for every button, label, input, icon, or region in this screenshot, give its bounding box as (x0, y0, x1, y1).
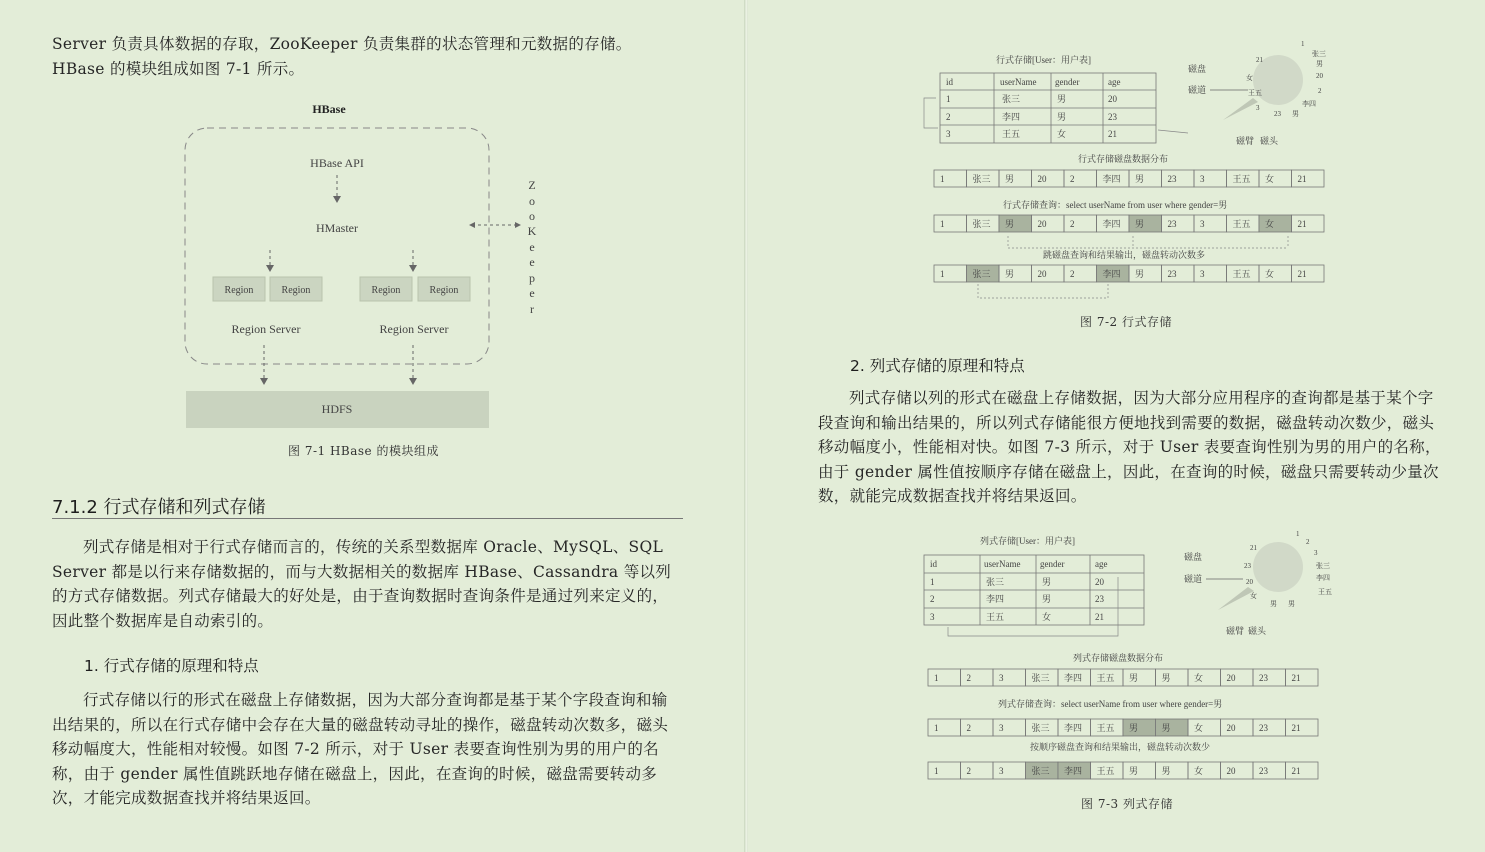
fig3-cell: 李四 (986, 594, 1005, 604)
storage-cell-text: 女 (1194, 723, 1204, 733)
storage-cell (1032, 265, 1065, 282)
storage-cell-text: 2 (966, 723, 971, 733)
storage-cell-text: 张三 (1031, 766, 1050, 776)
fig2-arm-label: 磁臂 (1236, 136, 1255, 146)
fig2-cell: 1 (946, 94, 951, 104)
storage-cell-text: 3 (1200, 269, 1205, 279)
svg-text:r: r (530, 302, 534, 316)
storage-cell-text: 21 (1297, 269, 1307, 279)
storage-cell-text: 1 (940, 174, 945, 184)
storage-cell (934, 215, 967, 232)
fig3-cell: 20 (1095, 577, 1104, 587)
fig3-disk-value: 1 (1296, 530, 1300, 538)
storage-cell (1188, 719, 1221, 736)
fig3-cell: 男 (1042, 577, 1052, 587)
fig2-cell: 2 (946, 112, 951, 122)
storage-cell-text: 2 (966, 766, 971, 776)
figure-7-2-caption: 图 7-2 行式存储 (1080, 315, 1172, 329)
storage-cell (1188, 762, 1221, 779)
storage-cell (1129, 170, 1162, 187)
storage-cell (1286, 669, 1319, 686)
subsection-2-title: 2. 列式存储的原理和特点 (850, 357, 1025, 375)
fig2-track-label: 磁道 (1188, 85, 1207, 95)
storage-cell-text: 李四 (1064, 766, 1083, 776)
storage-cell-text: 20 (1037, 269, 1047, 279)
figure-7-1-hbase-modules (170, 95, 537, 440)
fig3-disk-value: 23 (1244, 562, 1251, 570)
fig2-disk-value: 王五 (1248, 89, 1262, 97)
storage-cell-text: 张三 (972, 269, 991, 279)
fig3-query-title: 列式存储查询：select userName from user where gender=男 (998, 699, 1223, 709)
svg-text:Z: Z (528, 178, 536, 192)
storage-cell (1156, 669, 1189, 686)
fig2-query-title: 行式存储查询：select userName from user where gender=男 (1003, 200, 1228, 210)
storage-cell-text: 1 (934, 673, 939, 683)
storage-cell-text: 3 (999, 723, 1004, 733)
storage-cell (999, 215, 1032, 232)
storage-cell (999, 265, 1032, 282)
storage-cell (928, 669, 961, 686)
storage-cell-text: 张三 (972, 174, 991, 184)
fig2-head-label: 磁头 (1260, 136, 1279, 146)
storage-cell-text: 王五 (1096, 723, 1115, 733)
fig3-order-title: 按顺序磁盘查询和结果输出，磁盘转动次数少 (1030, 742, 1211, 752)
fig2-user-table (940, 73, 1156, 143)
fig2-disk-value: 李四 (1302, 100, 1316, 108)
fig1-region-server-label: Region Server (379, 322, 449, 336)
storage-cell-text: 男 (1161, 766, 1171, 776)
fig2-cell: 张三 (1002, 94, 1021, 104)
storage-cell-text: 3 (1200, 219, 1205, 229)
storage-cell-text: 23 (1259, 673, 1268, 683)
storage-cell-text: 男 (1005, 219, 1015, 229)
right-page (748, 0, 1485, 852)
storage-cell-text: 1 (940, 269, 945, 279)
storage-cell-text: 1 (934, 723, 939, 733)
storage-cell-text: 21 (1291, 723, 1301, 733)
fig3-cell: 23 (1095, 594, 1104, 604)
storage-cell (1194, 170, 1227, 187)
storage-cell-text: 1 (940, 219, 945, 229)
section-rule (52, 518, 683, 519)
fig2-disk-value: 男 (1292, 110, 1299, 118)
storage-cell-text: 23 (1167, 269, 1177, 279)
storage-cell-text: 23 (1167, 174, 1177, 184)
fig3-disk-value: 李四 (1316, 574, 1330, 582)
storage-cell-text: 20 (1037, 219, 1047, 229)
fig2-cell: 21 (1108, 129, 1117, 139)
svg-text:o: o (529, 194, 535, 208)
fig3-seq-row-result (928, 762, 1318, 779)
storage-cell (1253, 669, 1286, 686)
figure-7-1-caption: 图 7-1 HBase 的模块组成 (288, 444, 439, 458)
fig1-region-label: Region (224, 285, 254, 296)
storage-cell-text: 1 (934, 766, 939, 776)
storage-cell (1194, 215, 1227, 232)
storage-cell (1162, 170, 1195, 187)
intro-paragraph: Server 负责具体数据的存取，ZooKeeper 负责集群的状态管理和元数据的存储。HBase 的模块组成如图 7-1 所示。 (52, 35, 632, 78)
fig2-disk-value: 3 (1256, 104, 1260, 112)
storage-cell-text: 男 (1135, 219, 1145, 229)
storage-cell (993, 719, 1026, 736)
storage-cell-text: 李四 (1102, 174, 1121, 184)
storage-cell (1123, 762, 1156, 779)
storage-cell-text: 王五 (1232, 174, 1251, 184)
fig2-seq-row-result (934, 265, 1324, 282)
storage-cell-text: 20 (1226, 766, 1236, 776)
storage-cell (934, 265, 967, 282)
subsection-1-paragraph: 行式存储以行的形式在磁盘上存储数据，因为大部分查询都是基于某个字段查询和输出结果的，所以在行式存储中会存在大量的磁盘转动寻址的操作，磁盘转动次数多，磁头移动幅度大，性能相对较慢。如图 7-2 所示，对于 User 表要查询性别为男的用户的名称，由于 gender 属性值跳跃地存储在磁盘上，因此，在查询的时候，磁盘需要转动多次，才能完成数据查找并将结果返回。 (52, 691, 669, 807)
storage-cell (1129, 215, 1162, 232)
storage-cell (1292, 215, 1325, 232)
fig1-region-label: Region (371, 285, 401, 296)
fig2-cell: 20 (1108, 94, 1117, 104)
fig3-table-title: 列式存储[User：用户表] (980, 536, 1075, 546)
fig2-seq-row-query (934, 215, 1324, 232)
fig3-cell: 王五 (986, 612, 1005, 622)
storage-cell (1221, 719, 1254, 736)
figure-7-3-column-storage (918, 522, 1338, 787)
fig3-header: userName (984, 559, 1021, 569)
fig2-skip-title: 跳磁盘查询和结果输出，磁盘转动次数多 (1043, 250, 1206, 260)
storage-cell-text: 女 (1265, 219, 1275, 229)
storage-cell-text: 2 (1070, 219, 1075, 229)
fig2-disk-value: 23 (1274, 110, 1281, 118)
storage-cell (961, 719, 994, 736)
fig2-disk-value: 男 (1316, 60, 1323, 68)
storage-cell (961, 669, 994, 686)
storage-cell (1253, 762, 1286, 779)
storage-cell-text: 23 (1167, 219, 1177, 229)
storage-cell (928, 762, 961, 779)
storage-cell-text: 男 (1129, 723, 1139, 733)
storage-cell (1064, 265, 1097, 282)
fig2-disk-value: 张三 (1312, 50, 1326, 58)
fig1-region-label: Region (429, 285, 459, 296)
fig3-cell: 21 (1095, 612, 1104, 622)
storage-cell-text: 男 (1129, 766, 1139, 776)
fig3-track-label: 磁道 (1184, 574, 1203, 584)
fig1-region-server-label: Region Server (231, 322, 301, 336)
storage-cell-text: 3 (999, 766, 1004, 776)
storage-cell (1162, 215, 1195, 232)
fig2-disk-label: 磁盘 (1188, 64, 1207, 74)
fig3-disk-value: 21 (1250, 544, 1257, 552)
fig3-disk-value: 女 (1250, 592, 1257, 600)
storage-cell-text: 女 (1265, 269, 1275, 279)
storage-cell (1292, 170, 1325, 187)
storage-cell (1032, 170, 1065, 187)
svg-text:e: e (529, 240, 535, 254)
fig2-table-title: 行式存储[User：用户表] (996, 55, 1091, 65)
storage-cell (993, 669, 1026, 686)
storage-cell (1156, 762, 1189, 779)
fig2-cell: 女 (1057, 129, 1067, 139)
fig1-region-label: Region (281, 285, 311, 296)
storage-cell (1064, 215, 1097, 232)
storage-cell-text: 21 (1291, 766, 1301, 776)
storage-cell-text: 女 (1265, 174, 1275, 184)
storage-cell-text: 21 (1291, 673, 1301, 683)
storage-cell-text: 男 (1161, 673, 1171, 683)
storage-cell-text: 王五 (1096, 673, 1115, 683)
fig2-header: age (1108, 77, 1121, 87)
fig2-cell: 男 (1057, 112, 1067, 122)
section-title: 7.1.2 行式存储和列式存储 (52, 497, 266, 518)
fig2-disk-value: 21 (1256, 56, 1263, 64)
storage-cell (1221, 669, 1254, 686)
storage-cell-text: 2 (966, 673, 971, 683)
fig3-header: age (1095, 559, 1108, 569)
fig3-disk-label: 磁盘 (1184, 552, 1203, 562)
storage-cell-text: 李四 (1064, 673, 1083, 683)
fig3-disk-value: 王五 (1318, 588, 1332, 596)
fig1-master: HMaster (316, 221, 358, 235)
fig2-cell: 李四 (1002, 112, 1021, 122)
storage-cell (1188, 669, 1221, 686)
fig3-cell: 女 (1042, 612, 1052, 622)
storage-cell-text: 王五 (1096, 766, 1115, 776)
fig3-seq-row-distribution (928, 669, 1318, 686)
storage-cell-text: 张三 (972, 219, 991, 229)
storage-cell-text: 王五 (1232, 219, 1251, 229)
subsection-1-title: 1. 行式存储的原理和特点 (84, 657, 259, 675)
storage-cell-text: 王五 (1232, 269, 1251, 279)
fig3-header: gender (1040, 559, 1065, 569)
storage-cell (1292, 265, 1325, 282)
storage-cell-text: 男 (1135, 174, 1145, 184)
storage-cell-text: 张三 (1031, 723, 1050, 733)
storage-cell (1259, 265, 1292, 282)
fig3-cell: 男 (1042, 594, 1052, 604)
storage-cell-text: 女 (1194, 673, 1204, 683)
storage-cell-text: 李四 (1102, 219, 1121, 229)
storage-cell (1032, 215, 1065, 232)
fig1-title: HBase (312, 102, 346, 116)
storage-cell (1129, 265, 1162, 282)
storage-cell-text: 2 (1070, 174, 1075, 184)
fig3-seq-row-query (928, 719, 1318, 736)
subsection-2-paragraph: 列式存储以列的形式在磁盘上存储数据，因为大部分应用程序的查询都是基于某个字段查询和输出结果的，所以列式存储能很方便地找到需要的数据，磁盘转动次数少，磁头移动幅度小，性能相对快。如图 7-3 所示，对于 User 表要查询性别为男的用户的名称，由于 gender 属性值按顺序存储在磁盘上，因此，在查询的时候，磁盘只需要转动少量次数，就能完成数据查找并将结果返回。 (818, 389, 1441, 505)
fig3-distribution-title: 列式存储磁盘数据分布 (1073, 653, 1164, 663)
fig2-cell: 王五 (1002, 129, 1021, 139)
fig1-hdfs-label: HDFS (321, 402, 353, 416)
storage-cell-text: 男 (1129, 673, 1139, 683)
fig3-disk-value: 男 (1288, 600, 1295, 608)
storage-cell (934, 170, 967, 187)
fig3-cell: 2 (930, 594, 935, 604)
storage-cell-text: 男 (1161, 723, 1171, 733)
fig2-header: userName (1000, 77, 1037, 87)
storage-cell-text: 男 (1135, 269, 1145, 279)
storage-cell-text: 3 (1200, 174, 1205, 184)
fig3-cell: 3 (930, 612, 935, 622)
storage-cell-text: 21 (1297, 174, 1307, 184)
storage-cell-text: 女 (1194, 766, 1204, 776)
storage-cell-text: 男 (1005, 174, 1015, 184)
section-paragraph: 列式存储是相对于行式存储而言的，传统的关系型数据库 Oracle、MySQL、SQL Server 都是以行来存储数据的，而与大数据相关的数据库 HBase、Cassandra 等以列的方式存储数据。列式存储最大的好处是，由于查询数据时查询条件是通过列来定义的，因此整个数据库是自动索引的。 (52, 538, 672, 630)
storage-cell-text: 李四 (1064, 723, 1083, 733)
svg-text:o: o (529, 209, 535, 223)
fig2-cell: 男 (1057, 94, 1067, 104)
fig2-disk-value: 2 (1318, 87, 1322, 95)
svg-text:e: e (529, 255, 535, 269)
fig2-disk-value: 1 (1301, 40, 1305, 48)
storage-cell (1194, 265, 1227, 282)
fig2-distribution-title: 行式存储磁盘数据分布 (1078, 154, 1169, 164)
fig3-cell: 1 (930, 577, 935, 587)
storage-cell-text: 20 (1037, 174, 1047, 184)
fig3-disk-value: 20 (1246, 578, 1253, 586)
fig2-header: id (946, 77, 954, 87)
storage-cell (1286, 719, 1319, 736)
figure-7-3-caption: 图 7-3 列式存储 (1081, 797, 1173, 811)
storage-cell (1286, 762, 1319, 779)
storage-cell-text: 2 (1070, 269, 1075, 279)
fig2-disk-value: 女 (1246, 74, 1253, 82)
fig3-user-table (924, 555, 1144, 625)
storage-cell-text: 男 (1005, 269, 1015, 279)
storage-cell-text: 20 (1226, 723, 1236, 733)
storage-cell (1123, 669, 1156, 686)
fig2-disk-icon (1223, 55, 1303, 120)
figure-7-2-row-storage (918, 38, 1338, 308)
fig2-cell: 3 (946, 129, 951, 139)
fig1-api: HBase API (310, 156, 364, 170)
storage-cell-text: 23 (1259, 766, 1268, 776)
storage-cell-text: 23 (1259, 723, 1268, 733)
storage-cell (1259, 215, 1292, 232)
storage-cell-text: 李四 (1102, 269, 1121, 279)
storage-cell-text: 21 (1297, 219, 1307, 229)
storage-cell (993, 762, 1026, 779)
fig3-arm-label: 磁臂 (1226, 626, 1245, 636)
fig3-disk-value: 张三 (1316, 562, 1330, 570)
fig2-disk-value: 20 (1316, 72, 1323, 80)
fig3-disk-value: 2 (1306, 538, 1310, 546)
svg-text:p: p (529, 271, 535, 285)
fig3-disk-value: 男 (1270, 600, 1277, 608)
storage-cell-text: 3 (999, 673, 1004, 683)
fig3-cell: 张三 (986, 577, 1005, 587)
storage-cell (928, 719, 961, 736)
fig2-header: gender (1055, 77, 1080, 87)
storage-cell (1123, 719, 1156, 736)
storage-cell-text: 20 (1226, 673, 1236, 683)
fig3-disk-value: 3 (1314, 549, 1318, 557)
svg-text:e: e (529, 286, 535, 300)
storage-cell (1162, 265, 1195, 282)
storage-cell (1221, 762, 1254, 779)
storage-cell (1253, 719, 1286, 736)
storage-cell (1156, 719, 1189, 736)
fig2-cell: 23 (1108, 112, 1117, 122)
fig3-head-label: 磁头 (1248, 626, 1267, 636)
svg-text:K: K (527, 224, 537, 238)
fig1-zookeeper-label (528, 178, 537, 316)
fig2-seq-row-distribution (934, 170, 1324, 187)
storage-cell (999, 170, 1032, 187)
fig3-header: id (930, 559, 938, 569)
storage-cell-text: 张三 (1031, 673, 1050, 683)
storage-cell (1064, 170, 1097, 187)
storage-cell (961, 762, 994, 779)
storage-cell (1259, 170, 1292, 187)
